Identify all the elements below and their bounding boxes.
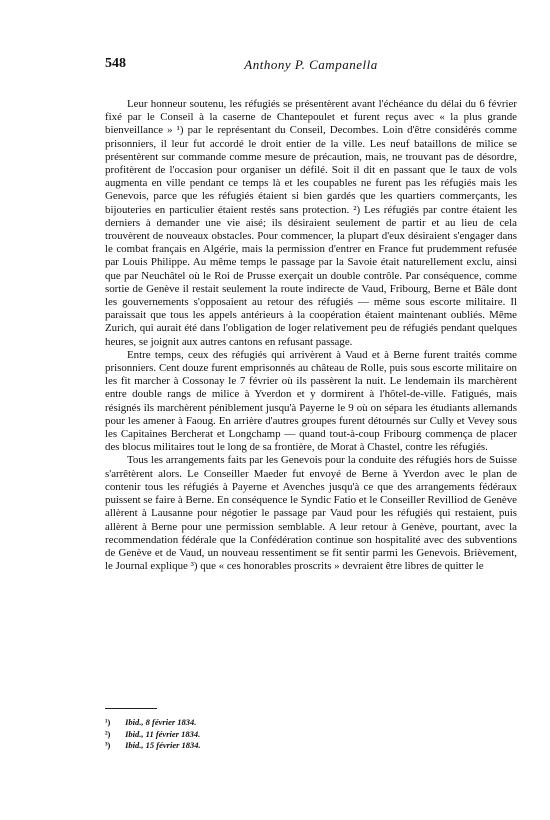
footnote (105, 740, 405, 752)
paragraph: Leur honneur soutenu, les réfugiés se présentèrent avant l'échéance du délai du 6 février fixé par le Conseil à la caserne de Chantepoulet et furent reçus avec « la plus grande bienveillance » ¹) par le représentant du Conseil, Decombes. Loin d'être considérés comme prisonniers, il leur fut accordé le droit entier de la ville. Les neuf bataillons de milice se présentèrent sur commande comme mesure de précaution, mais, ne trouvant pas de désordre, profitèrent de l'occasion pour organiser un défilé. Soit il dit en passant que le taux de vols augmenta en ville pendant ce temps là et les coupables ne furent pas les réfugiés mais les Genevois, parce que les réfugiés étaient si bien gardés que les quartiers commerçants, les bijouteries en particulier étaient restés sans protection. ²) Les réfugiés par contre étaient les derniers à demander une vie aisé; ils désiraient seulement de partir et au lieu de cela trouvèrent de nouveaux obstacles. Pour commencer, la plupart d'eux désiraient s'engager dans le combat français en Algérie, mais la permission d'entrer en France fut prudemment refusée par Louis Philippe. Au même temps le passage par la Savoie était naturellement exclu, ainsi que par Neuchâtel où le Roi de Prusse exerçait un double contrôle. Par conséquence, comme sortie de Genève il restait seulement la route indirecte de Vaud, Fribourg, Berne et Bâle dont les gouvernements s'opposaient au retour des réfugiés — même sous escorte militaire. Il paraissait que tous les appels antérieurs à la coopération étaient maintenant oubliés. Même Zurich, qui aurait été dans l'obligation de loger relativement peu de réfugiés pendant quelques heures, se joignit aux autres cantons en refusant passage. (105, 98, 517, 348)
footnotes (105, 717, 405, 752)
document-page (105, 56, 517, 573)
footnote-text: Ibid., 15 février 1834. (125, 740, 201, 750)
footnote (105, 729, 405, 741)
running-head: Anthony P. Campanella (244, 57, 378, 72)
paragraph: Tous les arrangements faits par les Genevois pour la conduite des réfugiés hors de Suisse s'arrêtèrent alors. Le Conseiller Maeder fut envoyé de Berne à Yverdon avec le plan de contenir tous les réfugiés à Payerne et Avenches jusqu'à ce que des arrangements fédéraux puissent se faire à Berne. En conséquence le Syndic Fatio et le Conseiller Revilliod de Genève allèrent à Lausanne pour négotier le passage par Vaud pour les réfugiés qui restaient, puis allèrent à Berne pour une permission semblable. A leur retour à Genève, pourtant, avec la recommendation fédérale que la Confédération continue son hospitalité avec des subventions de Genève et de Vaud, un nouveau ressentiment se fit sentir parmi les Genevois. Brièvement, le Journal explique ³) que « ces honorables proscrits » devraient être libres de quitter le (105, 454, 517, 573)
footnote-text: Ibid., 8 février 1834. (125, 717, 197, 727)
page-number: 548 (105, 56, 126, 71)
footnote (105, 717, 405, 729)
footnote-text: Ibid., 11 février 1834. (125, 728, 201, 739)
page-header (105, 56, 517, 76)
footnote-divider (105, 708, 157, 709)
footnote-number: ³) (105, 740, 111, 750)
paragraph: Entre temps, ceux des réfugiés qui arrivèrent à Vaud et à Berne furent traités comme prisonniers. Cent douze furent emprisonnés au château de Rolle, puis sous escorte militaire on les fit marcher à Cossonay le 7 février où ils passèrent la nuit. Le lendemain ils marchèrent entre double rangs de milice à Yverdon et y dormirent à l'hôtel-de-ville. Fatigués, mais résignés ils marchèrent péniblement jusqu'à Payerne le 9 où on sépara les étudiants allemands pour les amener à Faoug. En arrière d'autres groupes furent détournés sur Cully et Vevey sous les Capitaines Bercherat et Longchamp — quand tout-à-coup Fribourg commença de placer des blocus militaires tout le long de sa frontière, de Morat à Chastel, contre les réfugiés. (105, 348, 517, 454)
footnote-number: ¹) (105, 717, 111, 727)
footnote-number: ²) (105, 728, 111, 739)
body-text (105, 98, 517, 573)
